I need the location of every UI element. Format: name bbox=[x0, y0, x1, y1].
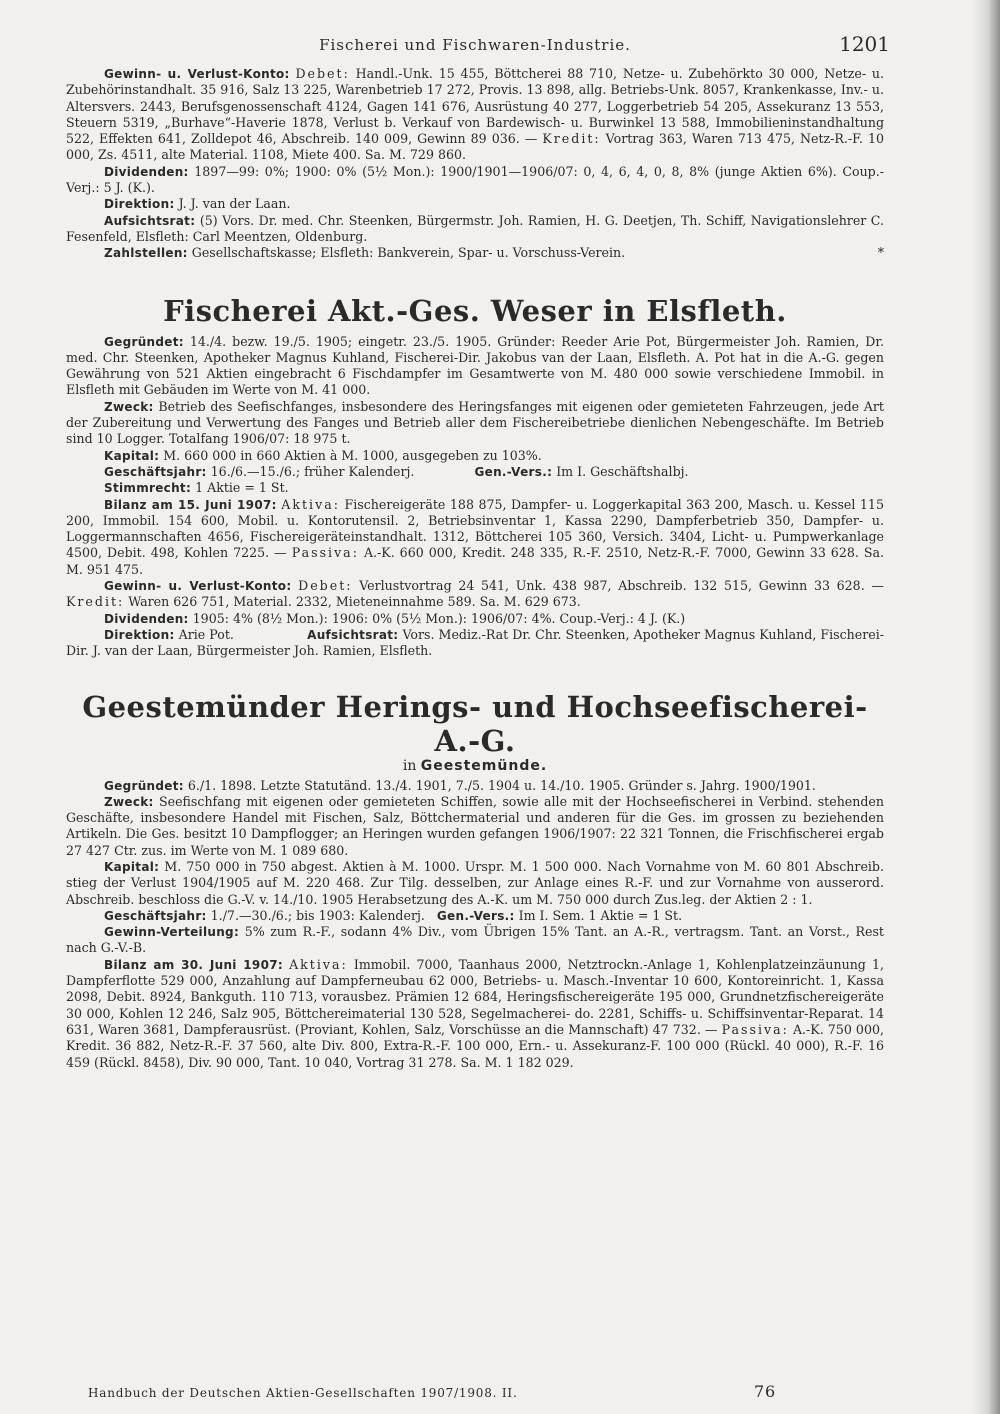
geeste-geschaeftsjahr: Geschäftsjahr: 1./7.—30./6.; bis 1903: Kalenderj. Gen.-Vers.: Im I. Sem. 1 Aktie = 1 St. bbox=[104, 907, 683, 923]
prev-dividenden: Dividenden: 1897—99: 0%; 1900: 0% (5½ Mon.): 1900/1901—1906/07: 0, 4, 6, 4, 0, 8, 8% (junge Aktien 6%). Coup.-Verj.: 5 J. (K.). bbox=[66, 163, 885, 196]
company-title-weser: Fischerei Akt.-Ges. Weser in Elsfleth. bbox=[163, 293, 787, 328]
weser-direktion-aufsichtsrat: Direktion: Arie Pot. Aufsichtsrat: Vors. Mediz.-Rat Dr. Chr. Steenken, Apotheker Magnus Kuhland, Fischerei-Dir. J. van der Laan, Bürgermeister Joh. Ramien, Elsfleth. bbox=[66, 626, 885, 659]
geeste-kapital: Kapital: M. 750 000 in 750 abgest. Aktien à M. 1000. Urspr. M. 1 500 000. Nach Vornahme von M. 60 801 Abschreib. stieg der Verlust 1904/1905 auf M. 220 468. Zur Tilg. desselben, zur Anlage eines R.-F. und zur Vornahme von ausserord. Abschreib. beschloss die G.-V. v. 14./10. 1905 Herabsetzung des A.-K. um M. 750 000 durch Zus.leg. der Aktien 2 : 1. bbox=[66, 858, 884, 907]
weser-guv: Gewinn- u. Verlust-Konto: Debet: Verlustvortrag 24 541, Unk. 438 987, Abschreib. 132 515, Gewinn 33 628. — Kredit: Waren 626 751, Material. 2332, Mieteneinnahme 589. Sa. M. 629 673. bbox=[66, 578, 884, 610]
prev-zahlstellen: Zahlstellen: Gesellschaftskasse; Elsfleth: Bankverein, Spar- u. Vorschuss-Verein. * bbox=[104, 245, 884, 261]
company-location-geeste: in Geestemünde. bbox=[402, 757, 548, 774]
signature-mark: 76 bbox=[754, 1382, 776, 1401]
weser-geschaeftsjahr: Geschäftsjahr: 16./6.—15./6.; früher Kalenderj. Gen.-Vers.: Im I. Geschäftshalbj. bbox=[104, 463, 689, 479]
geeste-gewinn-verteilung: Gewinn-Verteilung: 5% zum R.-F., sodann 4% Div., vom Übrigen 15% Tant. an A.-R., vertragsm. Tant. an Vorst., Rest nach G.-V.-B. bbox=[66, 924, 884, 956]
running-head-title: Fischerei und Fischwaren-Industrie. bbox=[319, 36, 631, 54]
weser-stimmrecht: Stimmrecht: 1 Aktie = 1 St. bbox=[104, 480, 289, 496]
weser-gegruendet: Gegründet: 14./4. bezw. 19./5. 1905; eingetr. 23./5. 1905. Gründer: Reeder Arie Pot, Bürgermeister Joh. Ramien, Dr. med. Chr. Steenken, Apotheker Magnus Kuhland, Fischerei-Dir. Jakobus van der Laan, Elsfleth. A. Pot hat in die A.-G. gegen Gewährung von 521 Aktien eingebracht 6 Fischdampfer im Gesamtwerte von M. 480 000 sowie verschiedene Immobil. in Elsfleth mit Gebäuden im Werte von M. 41 000. bbox=[66, 333, 884, 398]
page-content bbox=[66, 22, 890, 1071]
page-edge-shadow bbox=[972, 0, 1000, 1414]
page-footer bbox=[88, 1382, 788, 1401]
weser-kapital: Kapital: M. 660 000 in 660 Aktien à M. 1000, ausgegeben zu 103%. bbox=[104, 447, 542, 463]
prev-aufsichtsrat: Aufsichtsrat: (5) Vors. Dr. med. Chr. Steenken, Bürgermstr. Joh. Ramien, H. G. Deetjen, Th. Schiff, Navigationslehrer C. Fesenfeld, Elsfleth: Carl Meentzen, Oldenburg. bbox=[66, 212, 884, 244]
weser-zweck: Zweck: Betrieb des Seefischfanges, insbesondere des Heringsfanges mit eigenen oder gemieteten Fahrzeugen, jede Art der Zubereitung und Verwertung des Fanges und Betrieb aller dem Fischereibetriebe dienlichen Nebengeschäfte. Im Betrieb sind 10 Logger. Totalfang 1906/07: 18 975 t. bbox=[66, 398, 884, 447]
geeste-zweck: Zweck: Seefischfang mit eigenen oder gemieteten Schiffen, sowie alle mit der Hochseefischerei in Verbind. stehenden Geschäfte, insbesondere Handel mit Fischen, Salz, Böttchermaterial und anderen für die Ges. im grossen zu beziehenden Artikeln. Die Ges. besitzt 10 Dampflogger; an Heringen wurden gefangen 1906/1907: 22 321 Tonnen, die Frischfischerei ergab 27 427 Ctr. zus. im Werte von M. 1 089 680. bbox=[66, 793, 884, 858]
prev-guv-label: Gewinn- u. Verlust-Konto: bbox=[104, 67, 290, 81]
company-title-geeste: Geestemünder Herings- und Hochseefischerei-A.-G. bbox=[82, 689, 868, 758]
geeste-bilanz: Bilanz am 30. Juni 1907: Aktiva: Immobil. 7000, Taanhaus 2000, Netztrockn.-Anlage 1, Kohlenplatzeinzäunung 1, Dampferflotte 529 000, Anzahlung auf Dampferneubau 62 000, Betriebs- u. Masch.-Inventar 10 600, Kontoreinricht. 1, Kassa 2098, Debit. 8924, Bankguth. 110 713, vorausbez. Prämien 12 684, Heringsfischereigeräte 195 000, Grundnetzfischereigeräte 30 000, Kohlen 12 246, Salz 905, Böttchereimaterial 130 528, Segelmacherei- do. 2281, Schiffs- u. Schiffsinventar-Reparat. 14 631, Waren 3681, Dampferausrüst. (Proviant, Kohlen, Salz, Vorschüsse an die Mannschaft) 47 732. — Passiva: A.-K. 750 000, Kredit. 36 882, Netz-R.-F. 37 560, alte Div. 800, Extra-R.-F. 100 000, Ern.- u. Assekuranz-F. 100 000 (Rückl. 40 000), R.-F. 16 459 (Rückl. 8458), Div. 90 000, Tant. 10 040, Vortrag 31 278. Sa. M. 1 182 029. bbox=[66, 956, 884, 1070]
footnote-star: * bbox=[877, 245, 884, 261]
prev-guv-paragraph: Gewinn- u. Verlust-Konto: Debet: Handl.-Unk. 15 455, Böttcherei 88 710, Netze- u. Zubehörkto 30 000, Netze- u. Zubehörinstandhalt. 35 916, Salz 13 225, Warenbetrieb 17 272, Provis. 13 898, allg. Betriebs-Unk. 8057, Krankenkasse, Inv.- u. Altersvers. 2443, Berufsgenossenschaft 4124, Gagen 141 676, Ausrüstung 40 277, Loggerbetrieb 54 205, Assekuranz 13 553, Steuern 5319, „Burhave“-Haverie 1878, Verlust b. Verkauf von Bardewisch- u. Burwinkel 13 588, Immobilieninstandhaltung 522, Effekten 641, Zolldepot 46, Abschreib. 140 009, Gewinn 89 036. — Kredit: Vortrag 363, Waren 713 475, Netz-R.-F. 10 000, Zs. 4511, alte Material. 1108, Miete 400. Sa. M. 729 860. bbox=[66, 66, 884, 163]
geeste-gegruendet: Gegründet: 6./1. 1898. Letzte Statutänd. 13./4. 1901, 7./5. 1904 u. 14./10. 1905. Gründer s. Jahrg. 1900/1901. bbox=[104, 777, 816, 793]
prev-direktion: Direktion: J. J. van der Laan. bbox=[104, 196, 291, 212]
running-head bbox=[66, 22, 890, 66]
weser-bilanz: Bilanz am 15. Juni 1907: Aktiva: Fischereigeräte 188 875, Dampfer- u. Loggerkapital 363 200, Masch. u. Kessel 115 200, Immobil. 154 600, Mobil. u. Kontorutensil. 2, Betriebsinventar 1, Kassa 2290, Dampferbetrieb 350, Dampfer- u. Loggermannschaften 4656, Fischereigeräteinstandhalt. 1312, Böttcherei 105 360, Versich. 3404, Licht- u. Pumpwerkanlage 4500, Debit. 498, Kohlen 7225. — Passiva: A.-K. 660 000, Kredit. 248 335, R.-F. 2510, Netz-R.-F. 7000, Gewinn 33 628. Sa. M. 951 475. bbox=[66, 496, 884, 577]
footer-source: Handbuch der Deutschen Aktien-Gesellschaften 1907/1908. II. bbox=[88, 1386, 518, 1400]
weser-dividenden: Dividenden: 1905: 4% (8½ Mon.): 1906: 0% (5½ Mon.): 1906/07: 4%. Coup.-Verj.: 4 J. (K.) bbox=[104, 610, 686, 626]
page-number: 1201 bbox=[839, 32, 890, 56]
